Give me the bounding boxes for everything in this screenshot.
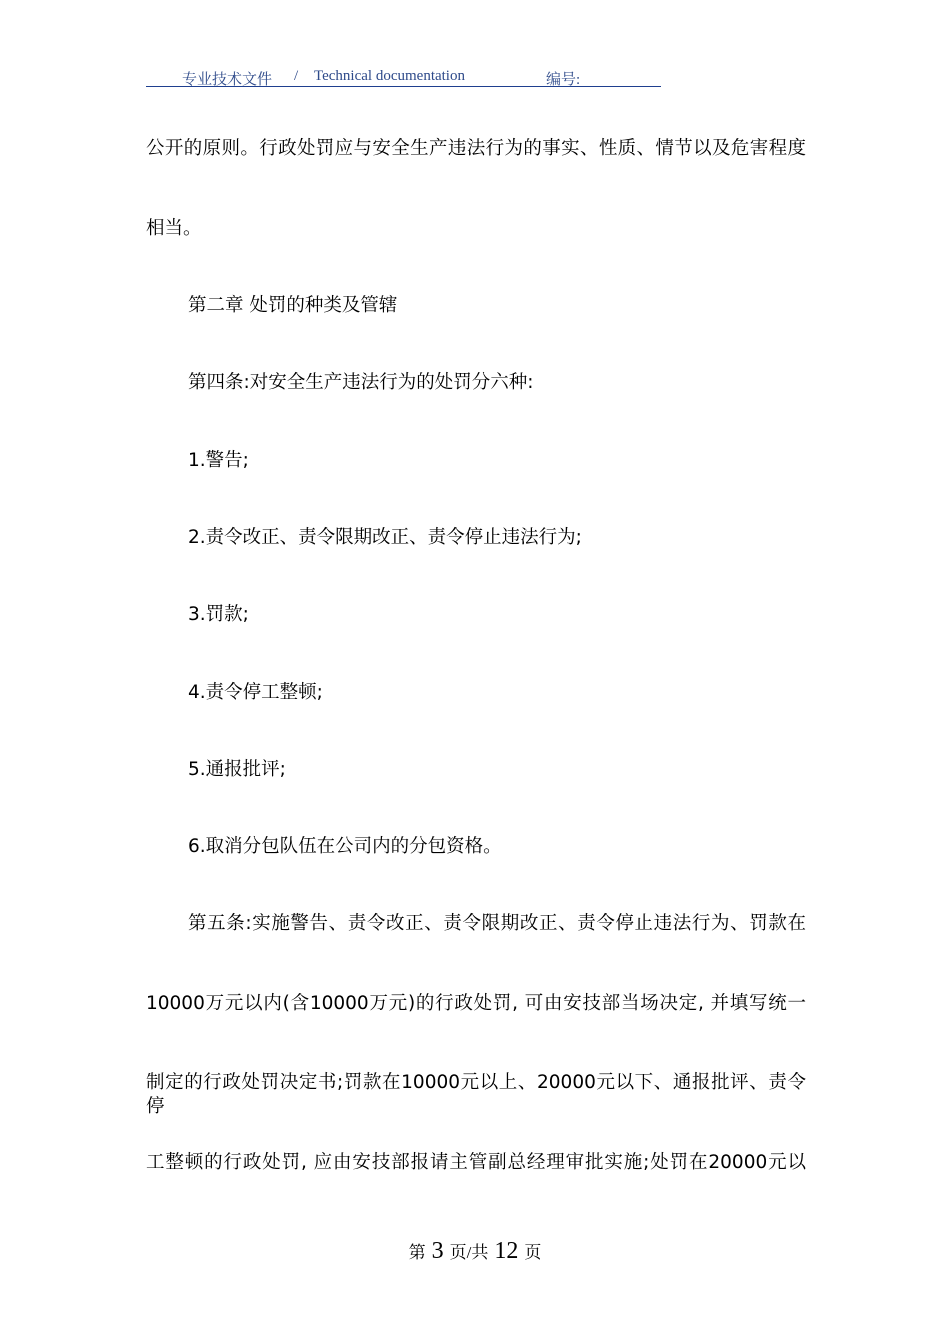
article-5-line-1: 第五条:实施警告、责令改正、责令限期改正、责令停止违法行为、罚款在 (188, 913, 806, 934)
header-title-cn: 专业技术文件 (182, 72, 273, 88)
body-line-2: 相当。 (146, 218, 202, 239)
header-title-en: Technical documentation (314, 68, 465, 84)
page-header (146, 66, 661, 87)
list-item-2: 2.责令改正、责令限期改正、责令停止违法行为; (188, 527, 582, 548)
footer-prefix: 第 (408, 1243, 426, 1262)
article-4: 第四条:对安全生产违法行为的处罚分六种: (188, 372, 534, 393)
list-item-4: 4.责令停工整顿; (188, 682, 323, 703)
list-item-3: 3.罚款; (188, 604, 249, 625)
footer-total-pages: 12 (494, 1238, 519, 1264)
article-5-line-3: 制定的行政处罚决定书;罚款在10000元以上、20000元以下、通报批评、责令停 (146, 1072, 806, 1117)
footer-current-page: 3 (431, 1238, 444, 1264)
chapter-heading: 第二章 处罚的种类及管辖 (188, 295, 398, 316)
header-separator: / (294, 68, 299, 84)
list-item-1: 1.警告; (188, 450, 249, 471)
body-line-1: 公开的原则。行政处罚应与安全生产违法行为的事实、性质、情节以及危害程度 (146, 138, 806, 159)
footer-suffix: 页 (524, 1243, 542, 1262)
header-number-label: 编号: (546, 72, 581, 88)
page-footer (0, 1238, 950, 1265)
list-item-6: 6.取消分包队伍在公司内的分包资格。 (188, 836, 502, 857)
footer-middle: 页/共 (449, 1243, 489, 1262)
article-5-line-4: 工整顿的行政处罚, 应由安技部报请主管副总经理审批实施;处罚在20000元以 (146, 1152, 806, 1173)
article-5-line-2: 10000万元以内(含10000万元)的行政处罚, 可由安技部当场决定, 并填写统一 (146, 993, 806, 1014)
list-item-5: 5.通报批评; (188, 759, 286, 780)
